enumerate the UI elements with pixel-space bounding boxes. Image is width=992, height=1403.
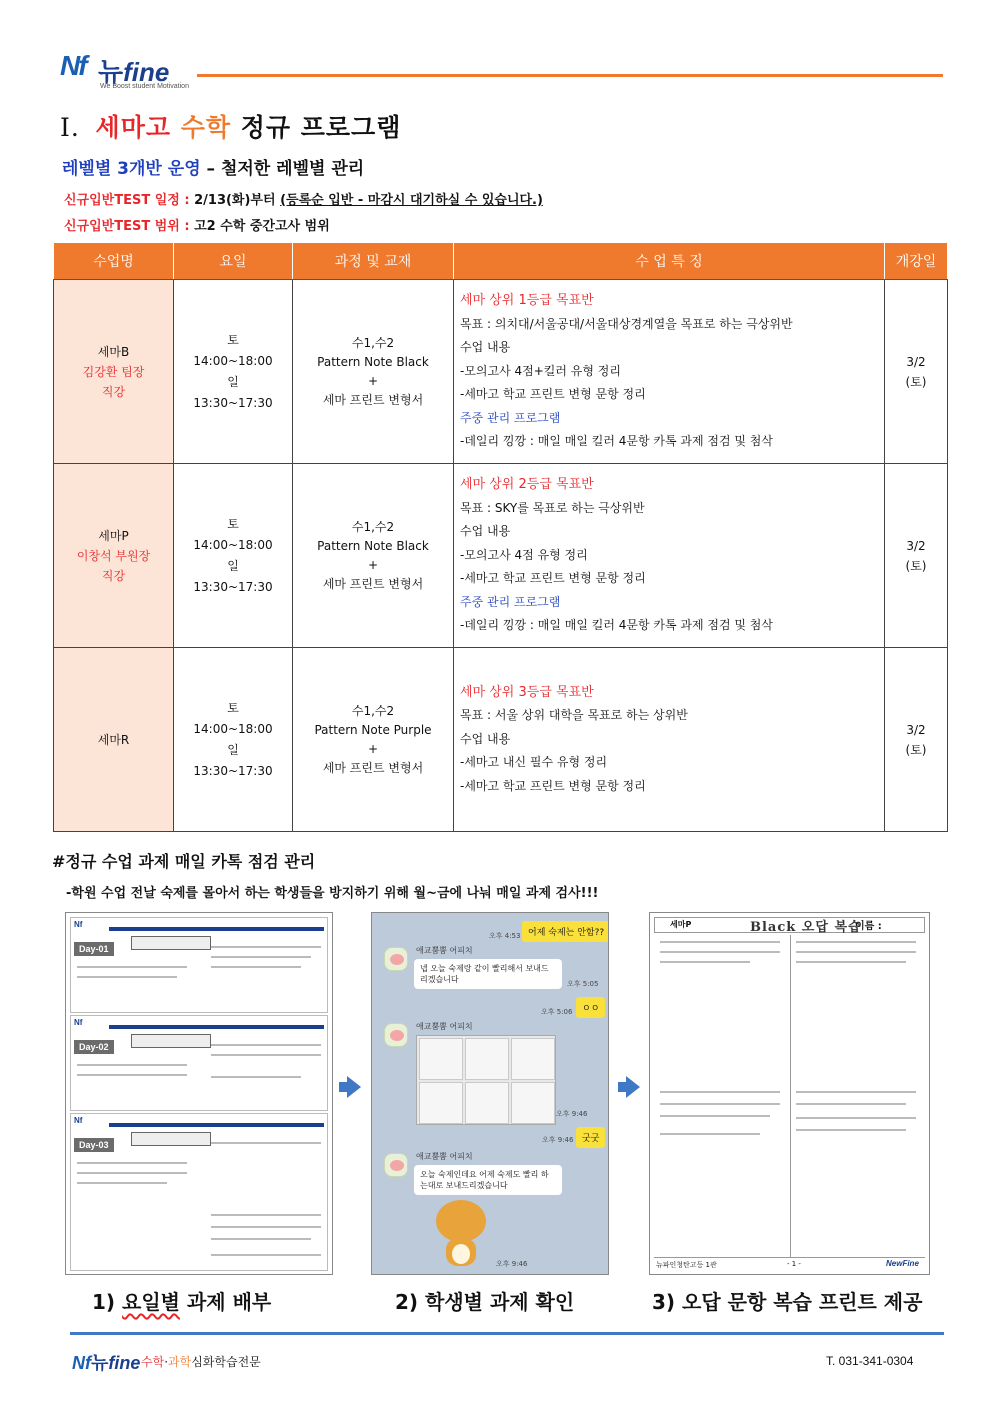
chat-message: ㅇㅇ (576, 997, 605, 1018)
avatar (384, 947, 408, 971)
footer-phone: T. 031-341-0304 (826, 1354, 914, 1368)
col-header-features: 수 업 특 징 (454, 243, 885, 280)
col-header-class: 수업명 (54, 243, 174, 280)
section-heading: #정규 수업 과제 매일 카톡 점검 관리 (52, 852, 316, 871)
logo-mark: Nf (60, 50, 86, 81)
chat-message: 어제 숙제는 안함?? (522, 921, 609, 942)
day-tag: Day-02 (74, 1040, 114, 1054)
test-schedule-line: 신규입반TEST 일정 : 2/13(화)부터 (등록순 입반 - 마감시 대기하실 수 있습니다.) (64, 193, 543, 208)
footer-slogan: 수학·과학심화학습전문 (141, 1355, 261, 1369)
table-row (54, 280, 948, 464)
day-tag: Day-03 (74, 1138, 114, 1152)
brand-logo (60, 50, 190, 96)
class-name-cell: 세마P 이창석 부원장 직강 (54, 464, 174, 648)
page-subtitle: 레벨별 3개반 운영 – 철저한 레벨별 관리 (62, 159, 365, 179)
class-name-cell: 세마B 김강환 팀장 직강 (54, 280, 174, 464)
avatar (384, 1153, 408, 1177)
caption-2: 2) 학생별 과제 확인 (395, 1290, 575, 1314)
schedule-table (53, 242, 948, 832)
avatar (384, 1023, 408, 1047)
worksheet-day-03: Nf Day-03 (70, 1113, 328, 1271)
open-date-cell: 3/2 (토) (885, 280, 948, 464)
arrow-right-icon (626, 1076, 640, 1098)
features-cell: 세마 상위 1등급 목표반 목표 : 의치대/서울공대/서울대상경계열을 목표로 하는 극상위반 수업 내용 -모의고사 4점+킬러 유형 정리 -세마고 학교 프린트 변형 문항 정리 주중 관리 프로그램 -데일리 낑깡 : 매일 매일 킬러 4문항 카톡 과제 점검 및 첨삭 (454, 280, 885, 464)
logo-word: 뉴fine (98, 57, 170, 87)
caption-1: 1) 요일별 과제 배부 (92, 1290, 272, 1314)
review-title: Black 오답 복습 (750, 920, 862, 935)
course-cell: 수1,수2 Pattern Note Black + 세마 프린트 변형서 (293, 464, 454, 648)
page-title: Ⅰ. 세마고 수학 정규 프로그램 (60, 113, 402, 142)
day-cell: 토 14:00~18:00 일 13:30~17:30 (174, 280, 293, 464)
table-row (54, 648, 948, 832)
test-range-line: 신규입반TEST 범위 : 고2 수학 중간고사 범위 (64, 219, 330, 234)
chat-message: 넵 오늘 숙제랑 같이 빨리해서 보내드리겠습니다 (414, 959, 562, 989)
features-cell: 세마 상위 2등급 목표반 목표 : SKY를 목표로 하는 극상위반 수업 내용 -모의고사 4점 유형 정리 -세마고 학교 프린트 변형 문항 정리 주중 관리 프로그램 -데일리 낑깡 : 매일 매일 킬러 4문항 카톡 과제 점검 및 첨삭 (454, 464, 885, 648)
footer-divider (70, 1332, 944, 1335)
col-header-day: 요일 (174, 243, 293, 280)
open-date-cell: 3/2 (토) (885, 648, 948, 832)
section-description: -학원 수업 전날 숙제를 몰아서 하는 학생들을 방지하기 위해 월~금에 나눠 매일 과제 검사!!! (66, 886, 599, 901)
header-divider (197, 74, 943, 77)
worksheet-day-02: Nf Day-02 (70, 1015, 328, 1111)
logo-tagline: We Boost student Motivation (100, 83, 189, 90)
chat-message: 굿굿 (576, 1127, 605, 1148)
table-row (54, 464, 948, 648)
homework-photo (416, 1035, 556, 1125)
arrow-right-icon (347, 1076, 361, 1098)
course-cell: 수1,수2 Pattern Note Black + 세마 프린트 변형서 (293, 280, 454, 464)
col-header-course: 과정 및 교재 (293, 243, 454, 280)
col-header-open-date: 개강일 (885, 243, 948, 280)
day-cell: 토 14:00~18:00 일 13:30~17:30 (174, 464, 293, 648)
worksheet-image (65, 912, 333, 1275)
class-name-cell: 세마R (54, 648, 174, 832)
footer-logo: Nf뉴fine (72, 1353, 141, 1373)
table-header-row (54, 243, 948, 280)
day-tag: Day-01 (74, 942, 114, 956)
chat-message: 오늘 숙제인데요 어제 숙제도 빨리 하는대로 보내드리겠습니다 (414, 1165, 562, 1195)
review-print-image: 세마P Black 오답 복습 이름 : 뉴파인청탄고등 1관 - 1 - NewFine (649, 912, 930, 1275)
day-cell: 토 14:00~18:00 일 13:30~17:30 (174, 648, 293, 832)
caption-3: 3) 오답 문항 복습 프린트 제공 (652, 1290, 923, 1314)
open-date-cell: 3/2 (토) (885, 464, 948, 648)
worksheet-day-01: Nf Day-01 (70, 917, 328, 1013)
course-cell: 수1,수2 Pattern Note Purple + 세마 프린트 변형서 (293, 648, 454, 832)
chat-screenshot: 오후 4:53 어제 숙제는 안함?? 애교뿜뿜 어피치 넵 오늘 숙제랑 같이 빨리해서 보내드리겠습니다 오후 5:05 오후 5:06 ㅇㅇ 애교뿜뿜 어피치 오후 9:46 오후 9:46 굿굿 애교뿜뿜 어피치 오늘 숙제인데요 어제 숙제도 빨리 하는대로 보내드리겠습니다 오후 9:46 (371, 912, 609, 1275)
bear-sticker (428, 1198, 494, 1268)
features-cell: 세마 상위 3등급 목표반 목표 : 서울 상위 대학을 목표로 하는 상위반 수업 내용 -세마고 내신 필수 유형 정리 -세마고 학교 프린트 변형 문항 정리 (454, 648, 885, 832)
